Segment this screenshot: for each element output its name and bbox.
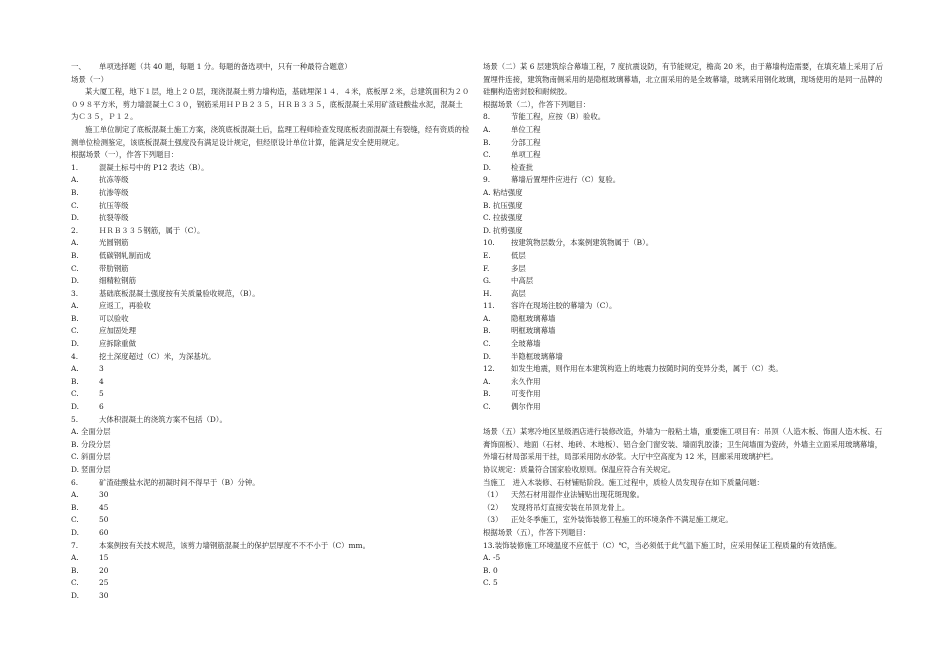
answer-option [483, 325, 884, 338]
option-letter: C. [71, 578, 79, 588]
issue-text: 发现将吊灯直接安装在吊顶龙骨上。 [511, 502, 630, 512]
answer-option [71, 200, 470, 213]
option-letter: B. [483, 326, 491, 336]
answer-option [71, 439, 470, 452]
question-stem [483, 111, 884, 124]
option-letter: A. [483, 553, 491, 563]
question-13: 13.装饰装修施工环境温度不应低于（C）℃，当必须低于此气温下施工时，应采用保证工程质量的有效措施。 [483, 540, 842, 550]
scene5-issue-list [483, 489, 884, 527]
answer-option [71, 426, 470, 439]
answer-option [483, 263, 884, 276]
answer-option [71, 552, 470, 565]
answer-option [71, 527, 470, 540]
option-letter: A. [71, 238, 79, 248]
answer-option [483, 338, 884, 351]
question-stem [483, 363, 884, 376]
answer-option [483, 565, 884, 578]
option-letter: B. [483, 389, 491, 399]
question-stem [483, 300, 884, 313]
option-text: 可变作用 [511, 389, 541, 399]
option-letter: C. [483, 402, 491, 412]
option-text: 分段分层 [81, 439, 111, 449]
question-stem [71, 225, 470, 238]
left-column [71, 61, 470, 603]
right-question-list [483, 111, 884, 413]
answer-option [71, 388, 470, 401]
question-number: 4. [71, 351, 79, 361]
answer-option [71, 300, 470, 313]
option-text: 25 [99, 578, 109, 588]
answer-option [483, 137, 884, 150]
scene5-agreement: 协议规定：质量符合国家验收原则。保温应符合有关规定。 [483, 465, 676, 474]
answer-option [483, 401, 884, 414]
option-letter: B. [483, 565, 491, 575]
option-text: 30 [99, 490, 109, 500]
option-text: 斜面分层 [81, 452, 111, 462]
quality-issue [483, 514, 884, 527]
option-text: 永久作用 [511, 376, 541, 386]
option-letter: A. [71, 175, 79, 185]
scene1-prompt: 根据场景（一），作答下列题目： [71, 150, 179, 160]
question-number: 12. [483, 364, 495, 374]
option-text: 应返工，再验收 [99, 301, 151, 311]
option-letter: C. [483, 339, 491, 349]
option-text: 明框玻璃幕墙 [511, 326, 556, 336]
right-column [483, 61, 884, 590]
option-letter: C. [71, 200, 79, 210]
question-text: 幕墙后置埋件应进行（C）复验。 [511, 175, 621, 185]
option-text: 带肋钢筋 [99, 263, 129, 273]
question-text: 混凝土标号中的 P12 表达（B）。 [99, 162, 209, 172]
option-text: 偶尔作用 [511, 402, 541, 412]
question-number: 2. [71, 225, 79, 235]
option-letter: E. [483, 250, 491, 260]
question-number: 6. [71, 477, 79, 487]
answer-option [483, 577, 884, 590]
option-letter: B. [483, 137, 491, 147]
question-stem [71, 162, 470, 175]
option-text: 5 [99, 389, 104, 399]
option-text: 单项工程 [511, 150, 541, 160]
question-stem [71, 414, 470, 427]
option-text: 抗冻等级 [99, 175, 129, 185]
question-text: 本案例按有关技术规范，该剪力墙钢筋混凝土的保护层厚度不不不小于（C）mm。 [99, 540, 370, 550]
option-text: 抗裂等级 [99, 213, 129, 223]
option-text: 低碳钢轧制而成 [99, 250, 151, 260]
option-text: 5 [493, 578, 498, 588]
option-text: 抗压等级 [99, 200, 129, 210]
section-title: 单项选择题（共 40 题，每题 1 分。每题的备选项中，只有一种最符合题意） [99, 62, 352, 71]
option-text: 细精粒钢筋 [99, 276, 136, 286]
option-letter: C. [71, 515, 79, 525]
option-letter: D. [71, 590, 80, 600]
answer-option [71, 464, 470, 477]
option-text: 检查批 [511, 162, 534, 172]
issue-number: （2） [483, 502, 503, 512]
option-letter: A. [483, 187, 491, 197]
issue-number: （1） [483, 490, 503, 500]
option-letter: A. [71, 553, 79, 563]
option-text: 6 [99, 402, 104, 412]
option-letter: B. [71, 313, 79, 323]
option-letter: H. [483, 288, 492, 298]
answer-option [483, 225, 884, 238]
option-letter: A. [71, 301, 79, 311]
option-letter: C. [483, 150, 491, 160]
answer-option [71, 401, 470, 414]
answer-option [483, 187, 884, 200]
option-letter: C. [71, 326, 79, 336]
scene1-title: 场景（一） [71, 74, 108, 84]
option-letter: A. [483, 376, 491, 386]
spacer [483, 414, 884, 427]
option-text: 低层 [511, 250, 526, 260]
option-text: 20 [99, 565, 109, 575]
option-text: 拉拔强度 [493, 213, 523, 223]
answer-option [483, 275, 884, 288]
option-text: 抗渗等级 [99, 187, 129, 197]
question-text: 节能工程，应按（B）验收。 [511, 112, 606, 122]
question-text: 按建筑物层数分，本案例建筑物属于（B）。 [511, 238, 654, 248]
option-text: 半隐框玻璃幕墙 [511, 351, 563, 361]
answer-option [483, 376, 884, 389]
answer-option [71, 174, 470, 187]
option-text: 30 [99, 590, 109, 600]
issue-text: 天然石材用湿作业法铺贴出现花斑现象。 [511, 490, 645, 500]
option-letter: A. [71, 364, 79, 374]
option-text: 高层 [511, 288, 526, 298]
option-text: 竖面分层 [81, 465, 111, 474]
answer-option [71, 577, 470, 590]
answer-option [483, 149, 884, 162]
option-letter: B. [71, 439, 79, 449]
issue-number: （3） [483, 515, 503, 525]
option-letter: B. [71, 565, 79, 575]
question-text: 大体积混凝土的浇筑方案不包括（D）。 [99, 414, 227, 424]
option-text: 光圆钢筋 [99, 238, 129, 248]
option-letter: A. [71, 427, 79, 437]
scene2-prompt: 根据场景（二），作答下列题目： [483, 99, 591, 109]
answer-option [483, 552, 884, 565]
option-letter: D. [483, 351, 492, 361]
option-letter: D. [71, 213, 80, 223]
answer-option [71, 363, 470, 376]
option-text: 可以验收 [99, 313, 129, 323]
scene1-description-2: 施工单位制定了底板混凝土施工方案，浇筑底板混凝土后，监理工程师检查发现底板表面混凝土有裂缝，经有资质的检测单位检测鉴定，该底板混凝土强度没有满足设计规定，但经原设计单位计算，能满足安全使用规定。 [71, 124, 470, 147]
scene5-description: 场景（五）某寒冷地区星级酒店进行装修改造，外墙为一般粘土墙，重要施工项目有：吊顶（人造木板、饰面人造木板、石膏饰面板）、地面（石材、地砖、木地板）、铝合金门窗安装、墙面乳胶漆；卫生间墙面为瓷砖，外墙主立面采用玻璃幕墙，外墙石材局部采用干挂，局部采用防水砂浆。大厅中空高度为 12 米，回廊采用玻璃护栏。 [483, 427, 883, 462]
answer-option [483, 313, 884, 326]
option-letter: D. [483, 225, 492, 235]
question-stem [71, 477, 470, 490]
option-letter: A. [483, 313, 491, 323]
answer-option [483, 351, 884, 364]
option-letter: C. [483, 213, 491, 223]
quality-issue [483, 489, 884, 502]
answer-option [483, 388, 884, 401]
issue-text: 正处冬季施工，室外装饰装修工程施工的环境条件不满足施工规定。 [511, 515, 733, 525]
question-stem [71, 351, 470, 364]
option-letter: F. [483, 263, 490, 273]
option-letter: D. [71, 527, 80, 537]
option-text: 分部工程 [511, 137, 541, 147]
option-letter: D. [483, 162, 492, 172]
option-letter: C. [483, 578, 491, 588]
answer-option [71, 502, 470, 515]
option-text: -5 [493, 553, 501, 563]
option-text: 50 [99, 515, 109, 525]
answer-option [483, 200, 884, 213]
question-stem [483, 237, 884, 250]
question-text: 矿渣硅酸盐水泥的初凝时间不得早于（B）分钟。 [99, 477, 260, 487]
option-text: 4 [99, 376, 104, 386]
option-text: 多层 [511, 263, 526, 273]
option-text: 3 [99, 364, 104, 374]
question-number: 1. [71, 162, 79, 172]
option-text: 抗压强度 [493, 200, 523, 210]
option-letter: G. [483, 276, 491, 286]
answer-option [71, 514, 470, 527]
answer-option [483, 162, 884, 175]
answer-option [71, 451, 470, 464]
option-text: 45 [99, 502, 109, 512]
question-number: 8. [483, 112, 491, 122]
question-text: 挖土深度超过（C）米，为深基坑。 [99, 351, 216, 361]
option-letter: B. [71, 502, 79, 512]
answer-option [71, 237, 470, 250]
question-number: 10. [483, 238, 495, 248]
question-text: 如发生地震，则作用在本建筑构造上的地震力按随时间的变异分类，属于（C）类。 [511, 364, 783, 374]
answer-option [71, 565, 470, 578]
section-heading [71, 61, 470, 74]
question-number: 11. [483, 301, 495, 311]
option-letter: C. [71, 263, 79, 273]
option-text: 0 [493, 565, 498, 575]
option-letter: C. [71, 452, 79, 462]
question-number: 5. [71, 414, 79, 424]
section-number: 一、 [71, 62, 86, 71]
option-text: 粘结强度 [493, 187, 523, 197]
option-text: 应拆除重做 [99, 339, 136, 349]
option-text: 60 [99, 527, 109, 537]
option-letter: B. [71, 376, 79, 386]
answer-option [483, 250, 884, 263]
question-stem [71, 540, 470, 553]
option-letter: A. [71, 490, 79, 500]
option-text: 全玻幕墙 [511, 339, 541, 349]
option-letter: D. [71, 339, 80, 349]
option-text: 应加固处理 [99, 326, 136, 336]
option-letter: B. [71, 187, 79, 197]
option-letter: C. [71, 389, 79, 399]
answer-option [71, 212, 470, 225]
option-text: 全面分层 [81, 427, 111, 437]
scene5-prompt: 根据场景（五），作答下列题目： [483, 527, 591, 537]
scene1-description: 某大厦工程，地下１层，地上２０层，现浇混凝土剪力墙构造，基础埋深１４．４米，底板厚２米，总建筑面积为２００９８平方米，剪力墙混凝土Ｃ３０，钢筋采用ＨＰＢ２３５，ＨＲＢ３３５，底板混凝土采用矿渣硅酸盐水泥，混凝土为Ｃ３５，Ｐ１２。 [71, 87, 470, 122]
left-question-list [71, 162, 470, 603]
question-number: 7. [71, 540, 79, 550]
option-text: 抗剪强度 [493, 225, 523, 235]
answer-option [71, 313, 470, 326]
answer-option [71, 376, 470, 389]
answer-option [71, 489, 470, 502]
option-letter: B. [483, 200, 491, 210]
option-text: 单位工程 [511, 124, 541, 134]
question-stem [71, 288, 470, 301]
question-13-options [483, 552, 884, 590]
answer-option [71, 325, 470, 338]
scene2-description: 场景（二）某 6 层建筑综合幕墙工程，7 度抗震设防，有节能规定，檐高 20 米，由于幕墙构造需要，在填充墙上采用了后置埋件连接，建筑物南侧采用的是隐框玻璃幕墙，北立面采用的是全玻幕墙，玻璃采用钢化玻璃，现场使用的是同一品牌的硅酮构造密封胶和耐候胶。 [483, 62, 884, 97]
question-number: 3. [71, 288, 79, 298]
answer-option [71, 250, 470, 263]
option-letter: D. [71, 276, 80, 286]
quality-issue [483, 502, 884, 515]
option-text: 隐框玻璃幕墙 [511, 313, 556, 323]
answer-option [483, 124, 884, 137]
option-letter: A. [483, 124, 491, 134]
answer-option [71, 275, 470, 288]
question-number: 9. [483, 175, 491, 185]
answer-option [71, 263, 470, 276]
scene5-process: 当施工 进入木装修、石材铺贴阶段。施工过程中，质检人员发现存在如下质量问题： [483, 477, 764, 487]
answer-option [483, 212, 884, 225]
answer-option [71, 187, 470, 200]
answer-option [483, 288, 884, 301]
option-text: 15 [99, 553, 109, 563]
answer-option [71, 338, 470, 351]
answer-option [71, 590, 470, 603]
option-letter: B. [71, 250, 79, 260]
question-stem [483, 174, 884, 187]
question-text: ＨＲＢ３３５钢筋，属于（C）。 [99, 225, 205, 235]
question-text: 基础底板混凝土强度按有关质量验收规范，（B）。 [99, 288, 260, 298]
option-letter: D. [71, 465, 80, 474]
option-letter: D. [71, 402, 80, 412]
question-text: 容许在现场注胶的幕墙为（C）。 [511, 301, 617, 311]
option-text: 中高层 [511, 276, 534, 286]
